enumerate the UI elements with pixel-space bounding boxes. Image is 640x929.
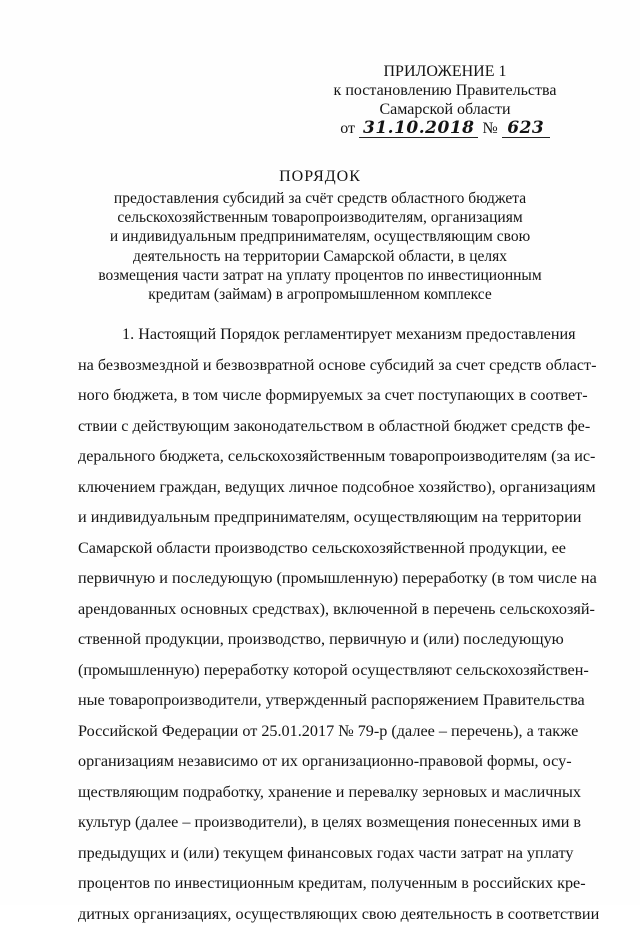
body-line: первичную и последующую (промышленную) переработку (в том числе на: [78, 563, 560, 594]
body-line: (промышленную) переработку которой осуществляют сельскохозяйствен-: [78, 655, 560, 686]
body-line: дитных организациях, осуществляющих свою деятельность в соответствии: [78, 899, 560, 929]
body-line: ключением граждан, ведущих личное подсобное хозяйство), организациям: [78, 472, 560, 503]
body-line: дерального бюджета, сельскохозяйственным товаропроизводителям (за ис-: [78, 441, 560, 472]
body-line: процентов по инвестиционным кредитам, полученным в российских кре-: [78, 868, 560, 899]
handwritten-date: 31.10.2018: [359, 120, 478, 138]
subtitle-line: и индивидуальным предпринимателям, осуществляющим свою: [60, 227, 580, 246]
body-line: культур (далее – производители), в целях возмещения понесенных ими в: [78, 807, 560, 838]
body-line: ществляющим подработку, хранение и перевалку зерновых и масличных: [78, 777, 560, 808]
appendix-region-line: Самарской области: [330, 100, 560, 119]
subtitle-line: деятельность на территории Самарской области, в целях: [60, 247, 580, 266]
subtitle-line: сельскохозяйственным товаропроизводителям, организациям: [60, 208, 580, 227]
body-line: предыдущих и (или) текущем финансовых годах части затрат на уплату: [78, 838, 560, 869]
body-line: ного бюджета, в том числе формируемых за счет поступающих в соответ-: [78, 380, 560, 411]
number-sign: №: [482, 120, 497, 137]
body-line: на безвозмездной и безвозвратной основе субсидий за счет средств област-: [78, 350, 560, 381]
subtitle-line: предоставления субсидий за счёт средств областного бюджета: [60, 189, 580, 208]
appendix-date-line: [330, 119, 560, 138]
appendix-title: ПРИЛОЖЕНИЕ 1: [330, 62, 560, 81]
appendix-header: [330, 62, 560, 138]
body-line: и индивидуальным предпринимателям, осуществляющим на территории: [78, 502, 560, 533]
date-prefix: от: [340, 120, 355, 137]
body-line: арендованных основных средствах), включенной в перечень сельскохозяй-: [78, 594, 560, 625]
body-paragraph-1: [78, 319, 560, 929]
body-line: ственной продукции, производство, первичную и (или) последующую: [78, 624, 560, 655]
body-line: ствии с действующим законодательством в областной бюджет средств фе-: [78, 411, 560, 442]
document-subtitle: [60, 189, 580, 304]
body-line: Российской Федерации от 25.01.2017 № 79-р (далее – перечень), а также: [78, 716, 560, 747]
body-line: организациям независимо от их организационно-правовой формы, осу-: [78, 746, 560, 777]
subtitle-line: возмещения части затрат на уплату процентов по инвестиционным: [60, 266, 580, 285]
body-line: ные товаропроизводители, утвержденный распоряжением Правительства: [78, 685, 560, 716]
body-line: 1. Настоящий Порядок регламентирует механизм предоставления: [78, 319, 560, 350]
handwritten-number: 623: [502, 120, 550, 138]
subtitle-line: кредитам (займам) в агропромышленном комплексе: [60, 285, 580, 304]
appendix-resolution-line: к постановлению Правительства: [330, 81, 560, 100]
document-title: ПОРЯДОК: [60, 168, 580, 186]
body-line: Самарской области производство сельскохозяйственной продукции, ее: [78, 533, 560, 564]
